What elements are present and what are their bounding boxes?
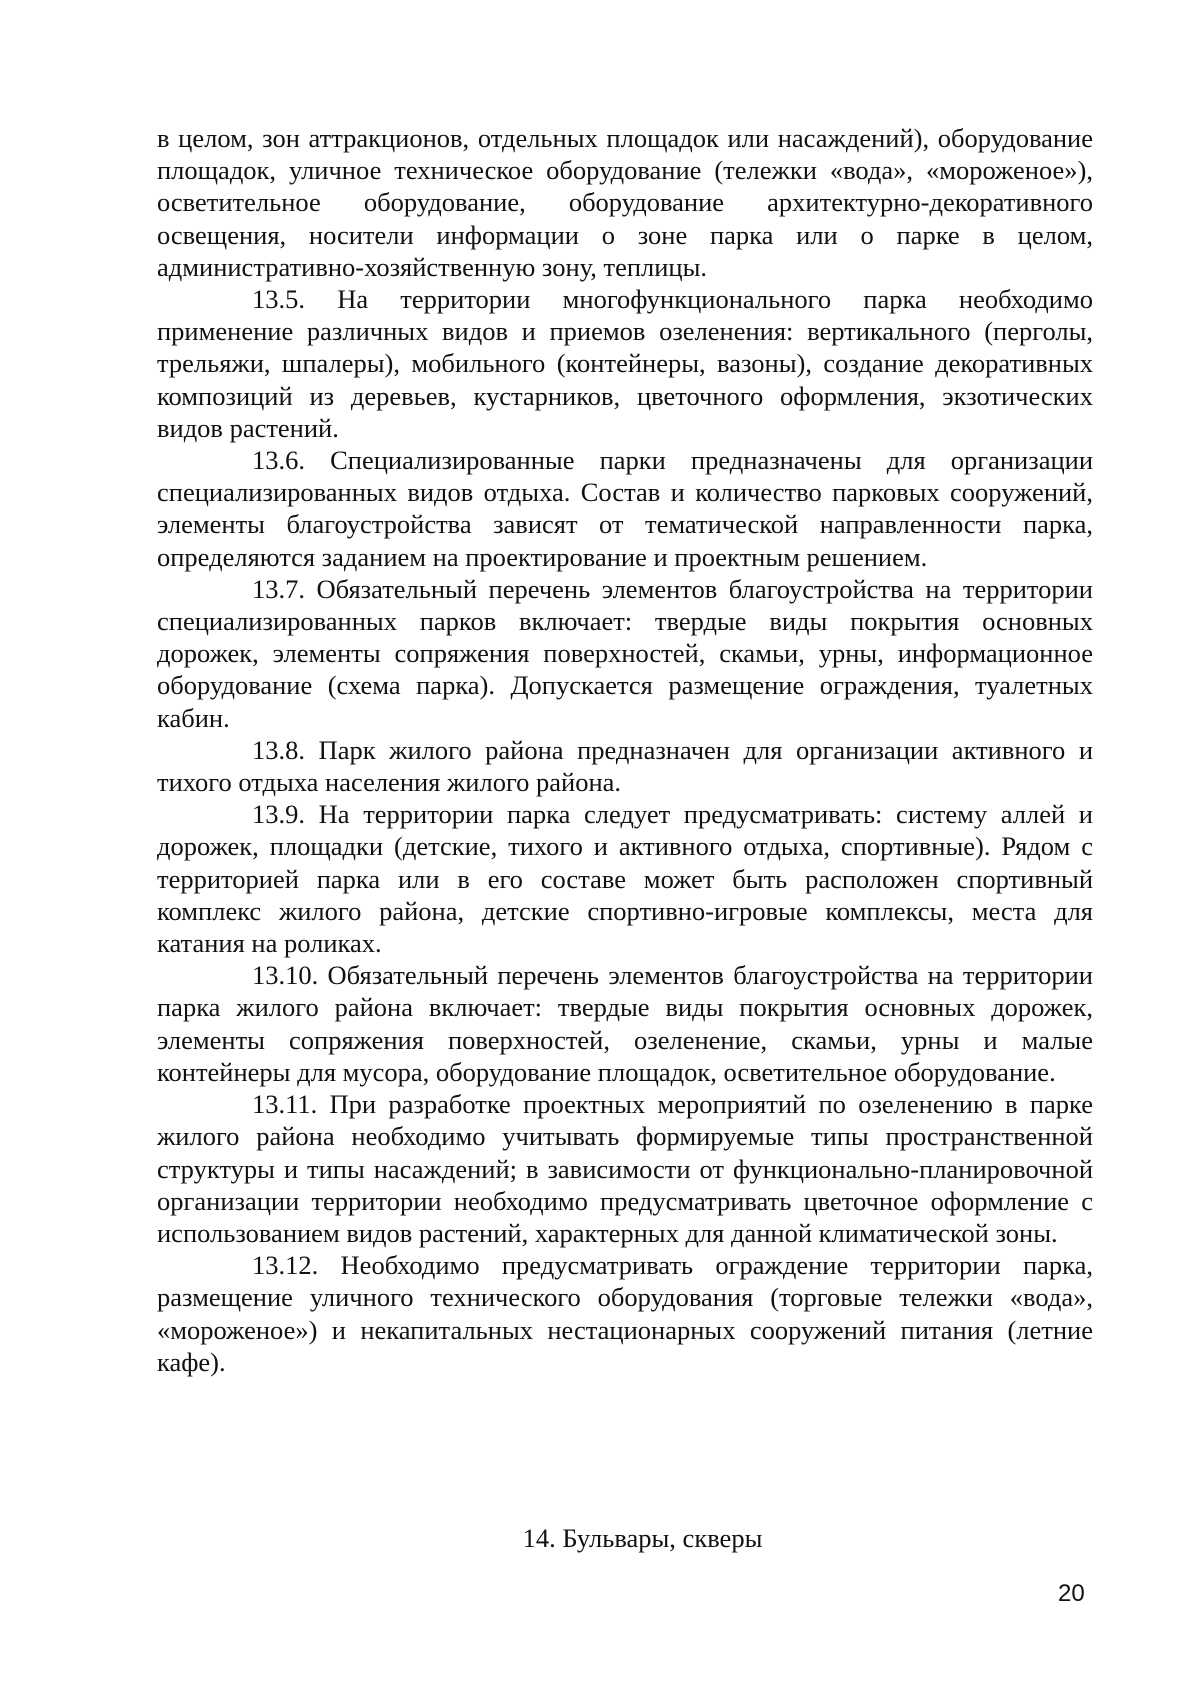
- paragraph-13-12: 13.12. Необходимо предусматривать ограждение территории парка, размещение уличного технического оборудования (торговые тележки «вода», «мороженое») и некапитальных нестационарных сооружений питания (летние кафе).: [157, 1250, 1093, 1377]
- paragraph-13-10: 13.10. Обязательный перечень элементов благоустройства на территории парка жилого района включает: твердые виды покрытия основных дорожек, элементы сопряжения поверхностей, озеленение, скамьи, урны и малые контейнеры для мусора, оборудование площадок, осветительное оборудование.: [157, 960, 1093, 1087]
- paragraph-13-7: 13.7. Обязательный перечень элементов благоустройства на территории специализированных парков включает: твердые виды покрытия основных дорожек, элементы сопряжения поверхностей, скамьи, урны, информационное оборудование (схема парка). Допускается размещение ограждения, туалетных кабин.: [157, 573, 1093, 733]
- paragraph-13-5: 13.5. На территории многофункционального парка необходимо применение различных видов и приемов озеленения: вертикального (перголы, трельяжи, шпалеры), мобильного (контейнеры, вазоны), создание декоративных композиций из деревьев, кустарников, цветочного оформления, экзотических видов растений.: [157, 284, 1093, 443]
- paragraph-13-11: 13.11. При разработке проектных мероприятий по озеленению в парке жилого района необходимо учитывать формируемые типы пространственной структуры и типы насаждений; в зависимости от функционально-планировочной организации территории необходимо предусматривать цветочное оформление с использованием видов растений, характерных для данной климатической зоны.: [157, 1089, 1093, 1248]
- body-text: [157, 122, 1093, 1378]
- page-number: 20: [1058, 1580, 1085, 1607]
- paragraph-13-9: 13.9. На территории парка следует предусматривать: систему аллей и дорожек, площадки (детские, тихого и активного отдыха, спортивные). Рядом с территорией парка или в его составе может быть расположен спортивный комплекс жилого района, детские спортивно-игровые комплексы, места для катания на роликах.: [157, 799, 1093, 959]
- paragraph-13-6: 13.6. Специализированные парки предназначены для организации специализированных видов отдыха. Состав и количество парковых сооружений, элементы благоустройства зависят от тематической направленности парка, определяются заданием на проектирование и проектным решением.: [157, 445, 1093, 572]
- section-heading: 14. Бульвары, скверы: [522, 1523, 763, 1553]
- paragraph-13-8: 13.8. Парк жилого района предназначен для организации активного и тихого отдыха населения жилого района.: [157, 734, 1093, 798]
- paragraph-continuation: в целом, зон аттракционов, отдельных площадок или насаждений), оборудование площадок, уличное техническое оборудование (тележки «вода», «мороженое»), осветительное оборудование, оборудование архитектурно-декоративного освещения, носители информации о зоне парка или о парке в целом, административно-хозяйственную зону, теплицы.: [157, 123, 1093, 282]
